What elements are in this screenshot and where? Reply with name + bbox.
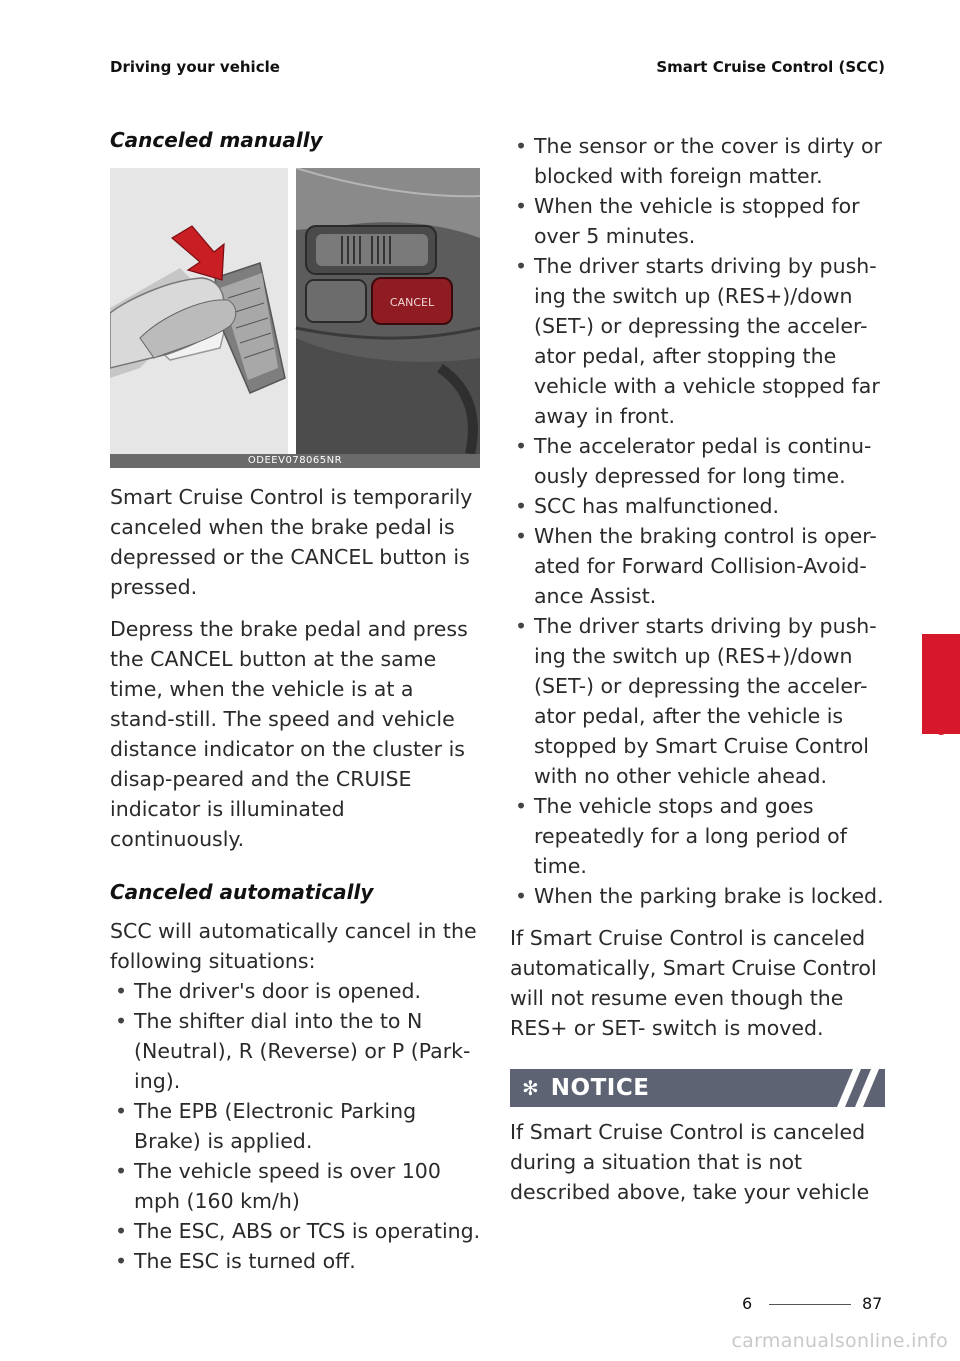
list-item: • The shifter dial into the to N (Neutral), R (Reverse) or P (Park-ing). <box>110 1006 482 1096</box>
heading-canceled-manually: Canceled manually <box>110 128 323 152</box>
notice-banner <box>510 1069 885 1107</box>
list-item: • When the vehicle is stopped for over 5 minutes. <box>510 191 885 251</box>
notice-title: NOTICE <box>550 1075 650 1101</box>
right-column <box>510 131 885 1219</box>
list-item: • When the braking control is oper-ated for Forward Collision-Avoid-ance Assist. <box>510 521 885 611</box>
list-item: • The vehicle stops and goes repeatedly for a long period of time. <box>510 791 885 881</box>
left-column <box>110 128 482 1276</box>
list-item: • The driver starts driving by push-ing the switch up (RES+)/down (SET-) or depressing the acceler-ator pedal, after the vehicle is stopped by Smart Cruise Control with no other vehicle ahead. <box>510 611 885 791</box>
list-item: • The vehicle speed is over 100 mph (160 km/h) <box>110 1156 482 1216</box>
asterisk-icon: ✻ <box>522 1076 539 1100</box>
footer-divider <box>769 1304 851 1305</box>
list-item: • The driver starts driving by push-ing the switch up (RES+)/down (SET-) or depressing the acceler-ator pedal, after stopping the vehicle with a vehicle stopped far away in front. <box>510 251 885 431</box>
list-item: • The ESC is turned off. <box>110 1246 482 1276</box>
cancel-button-label: CANCEL <box>389 296 435 309</box>
paragraph-no-resume: If Smart Cruise Control is canceled automatically, Smart Cruise Control will not resume even though the RES+ or SET- switch is moved. <box>510 926 877 1040</box>
list-item: • When the parking brake is locked. <box>510 881 885 911</box>
cancel-illustration-drawing <box>110 168 480 468</box>
footer-page-number: 87 <box>862 1294 883 1313</box>
paragraph-manual-cancel: Smart Cruise Control is temporarily canceled when the brake pedal is depressed or the CANCEL button is pressed. <box>110 485 473 599</box>
paragraph-standstill: Depress the brake pedal and press the CANCEL button at the same time, when the vehicle is at a stand-still. The speed and vehicle distance indicator on the cluster is disap-peared and the CRUISE indicator is illuminated continuously. <box>110 617 468 851</box>
auto-cancel-list-right <box>510 131 885 911</box>
header-chapter-title: Smart Cruise Control (SCC) <box>656 58 885 76</box>
list-item: • The ESC, ABS or TCS is operating. <box>110 1216 482 1246</box>
chapter-tab-number: 6 <box>935 720 947 740</box>
notice-text: If Smart Cruise Control is canceled during a situation that is not described above, take your vehicle <box>510 1120 870 1204</box>
list-item: • The driver's door is opened. <box>110 976 482 1006</box>
list-item: • The EPB (Electronic Parking Brake) is applied. <box>110 1096 482 1156</box>
list-item: • SCC has malfunctioned. <box>510 491 885 521</box>
figure-code: ODEEV078065NR <box>110 454 480 468</box>
header-section-title: Driving your vehicle <box>110 58 280 76</box>
chapter-tab <box>922 634 960 734</box>
cancel-illustration <box>110 168 480 468</box>
list-item: • The accelerator pedal is continu-ously depressed for long time. <box>510 431 885 491</box>
watermark: carmanualsonline.info <box>731 1330 948 1352</box>
footer-section-number: 6 <box>742 1294 753 1313</box>
list-item: • The sensor or the cover is dirty or blocked with foreign matter. <box>510 131 885 191</box>
heading-canceled-automatically: Canceled automatically <box>110 880 374 904</box>
paragraph-auto-cancel-intro: SCC will automatically cancel in the following situations: <box>110 919 477 973</box>
diagonal-stripes-icon <box>819 1069 879 1107</box>
auto-cancel-list-left <box>110 976 482 1276</box>
